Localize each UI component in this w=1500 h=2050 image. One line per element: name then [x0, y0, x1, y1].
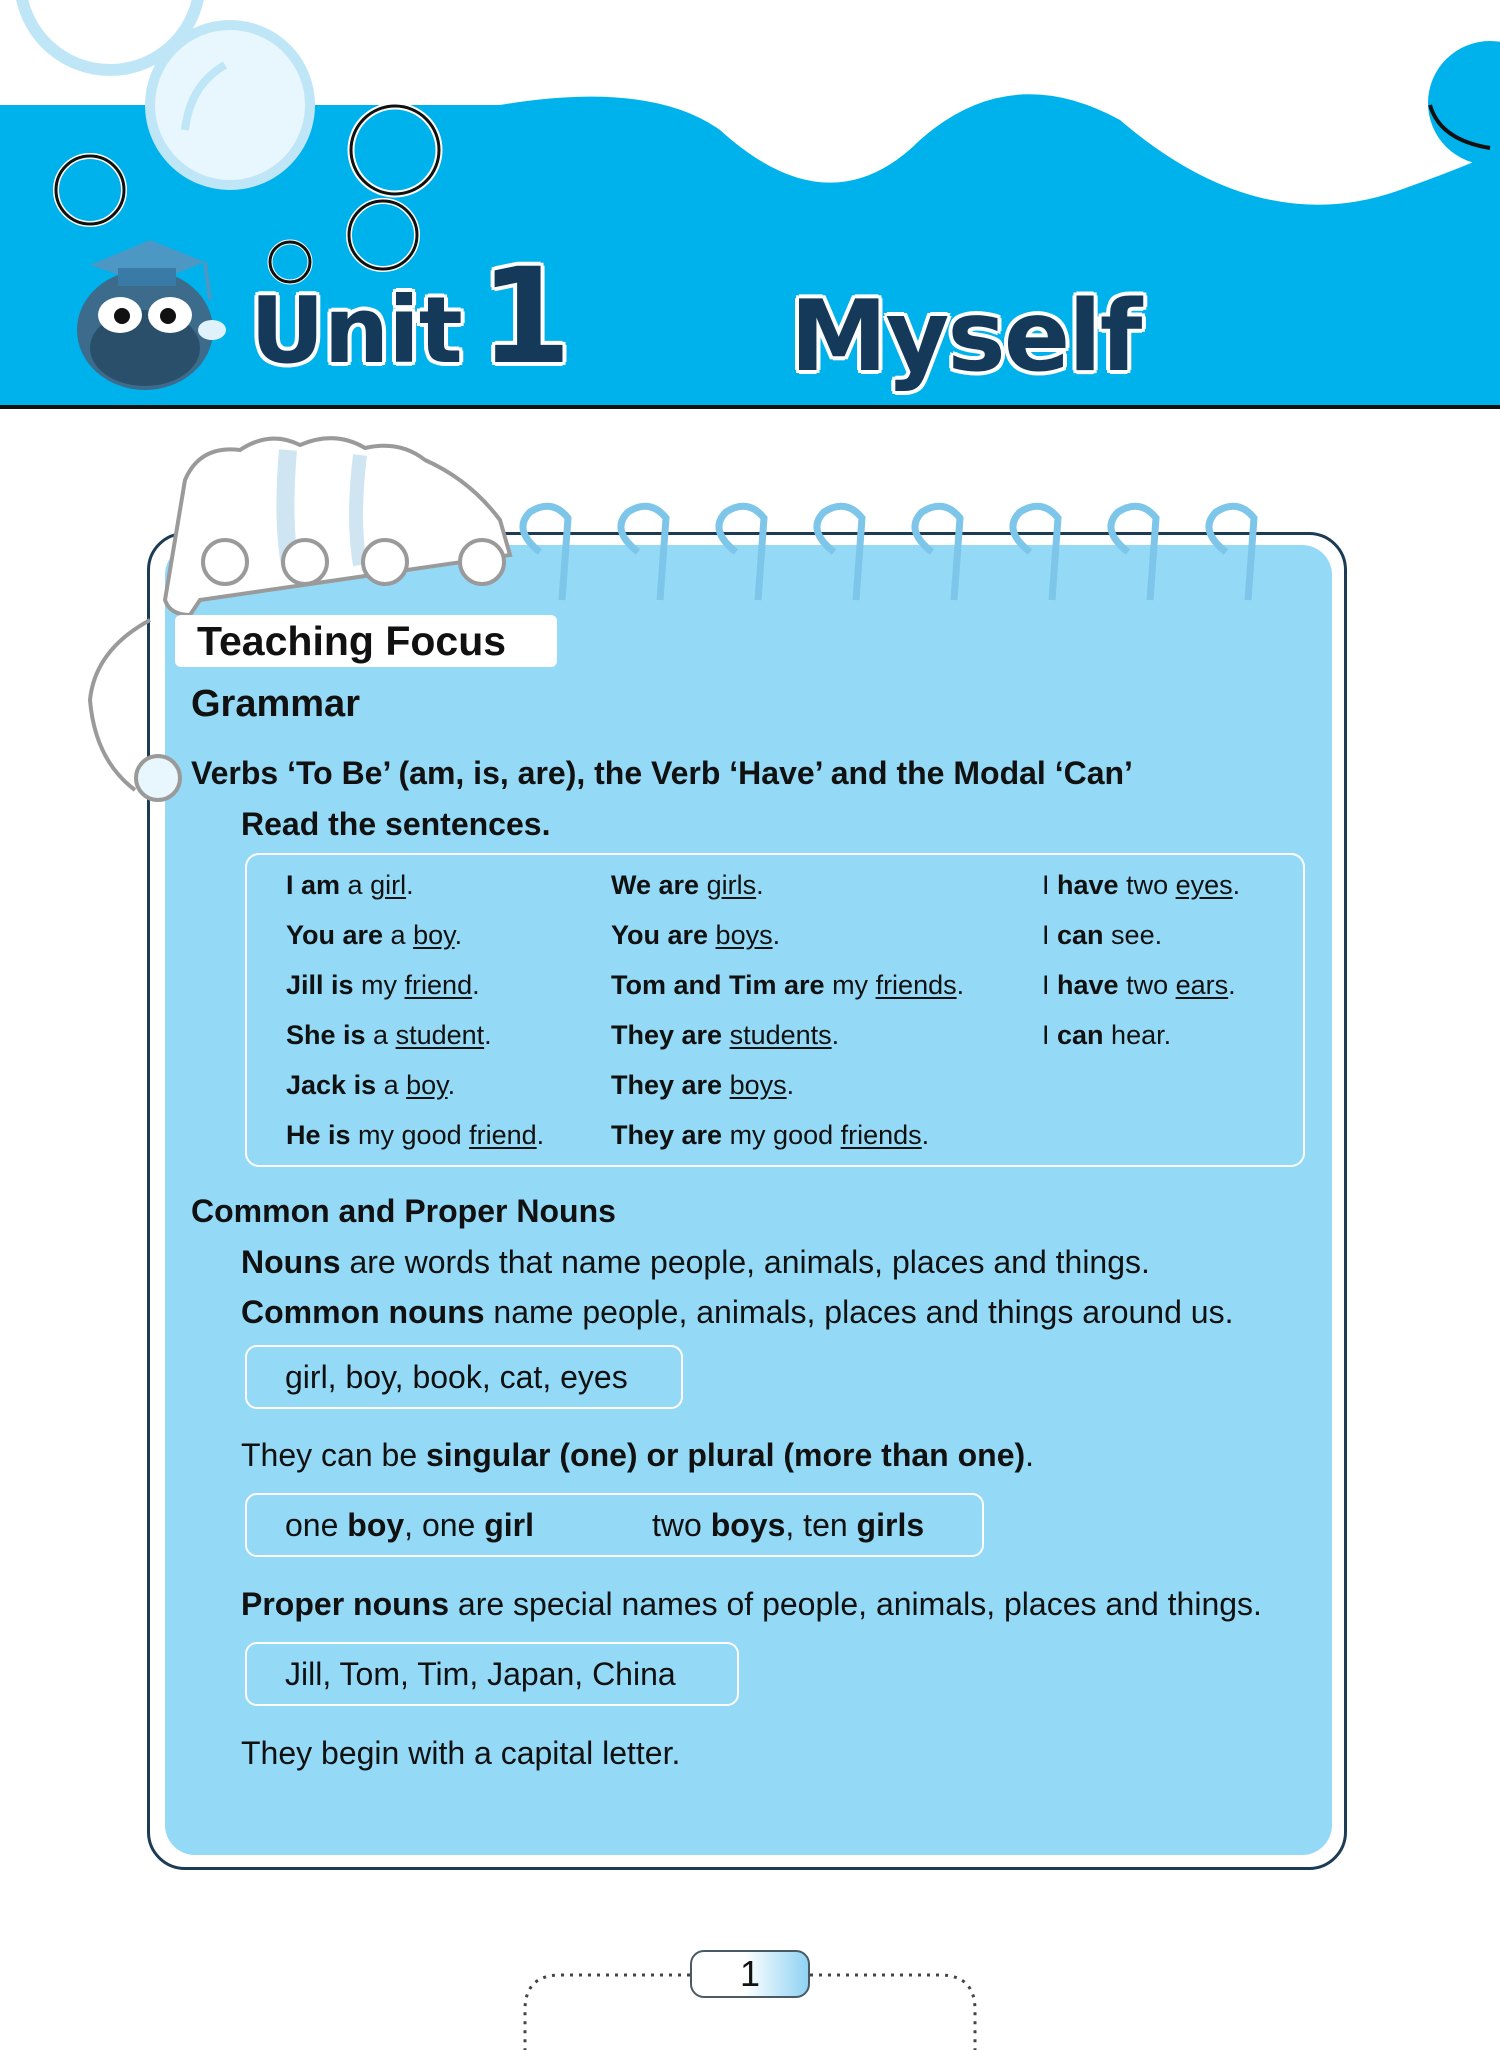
header-wave-banner	[0, 0, 1500, 412]
unit-number: 1	[479, 240, 571, 394]
unit-header	[0, 0, 1500, 412]
sentence-item: They are boys.	[611, 1070, 795, 1100]
sentence-item: Jack is a boy.	[286, 1070, 456, 1100]
sentence-item: You are boys.	[611, 920, 781, 950]
sentence-item: Jill is my friend.	[286, 970, 480, 1000]
sentence-item: They are my good friends.	[611, 1120, 930, 1150]
sentence-item: He is my good friend.	[286, 1120, 545, 1150]
proper-nouns-definition: Proper nouns are special names of people, animals, places and things.	[241, 1586, 1262, 1622]
sentence-item: She is a student.	[286, 1020, 492, 1050]
unit-title: Unit 1	[250, 240, 571, 394]
bubble-decor-icon	[150, 25, 310, 185]
sentence-item: I am a girl.	[286, 870, 414, 900]
common-nouns-definition: Common nouns name people, animals, places and things around us.	[241, 1294, 1234, 1330]
singular-plural-text: They can be singular (one) or plural (more than one).	[241, 1437, 1035, 1473]
unit-name: Myself	[790, 280, 1141, 394]
sentence-item: You are a boy.	[286, 920, 463, 950]
sentence-box	[245, 853, 1305, 1167]
verbs-heading: Verbs ‘To Be’ (am, is, are), the Verb ‘Have’ and the Modal ‘Can’	[191, 755, 1133, 791]
singular-plural-example-box: one boy, one girl two boys, ten girls	[245, 1493, 984, 1557]
teaching-focus-label: Teaching Focus	[175, 615, 557, 667]
sentence-item: I have two ears.	[1042, 970, 1236, 1000]
header-rule	[0, 405, 1500, 409]
sentence-item: I can see.	[1042, 920, 1163, 950]
page-number: 1	[690, 1950, 810, 1998]
proper-nouns-example-box: Jill, Tom, Tim, Japan, China	[245, 1642, 739, 1706]
sentence-item: They are students.	[611, 1020, 840, 1050]
sentence-item: Tom and Tim are my friends.	[611, 970, 965, 1000]
nouns-definition: Nouns are words that name people, animals, places and things.	[241, 1244, 1150, 1280]
common-nouns-example-box: girl, boy, book, cat, eyes	[245, 1345, 683, 1409]
capital-letter-text: They begin with a capital letter.	[241, 1735, 681, 1771]
sentence-item: We are girls.	[611, 870, 764, 900]
sentence-item: I have two eyes.	[1042, 870, 1241, 900]
sentence-item: I can hear.	[1042, 1020, 1172, 1050]
nouns-heading: Common and Proper Nouns	[191, 1193, 616, 1229]
instruction-text: Read the sentences.	[241, 806, 551, 842]
grammar-heading: Grammar	[191, 683, 360, 725]
